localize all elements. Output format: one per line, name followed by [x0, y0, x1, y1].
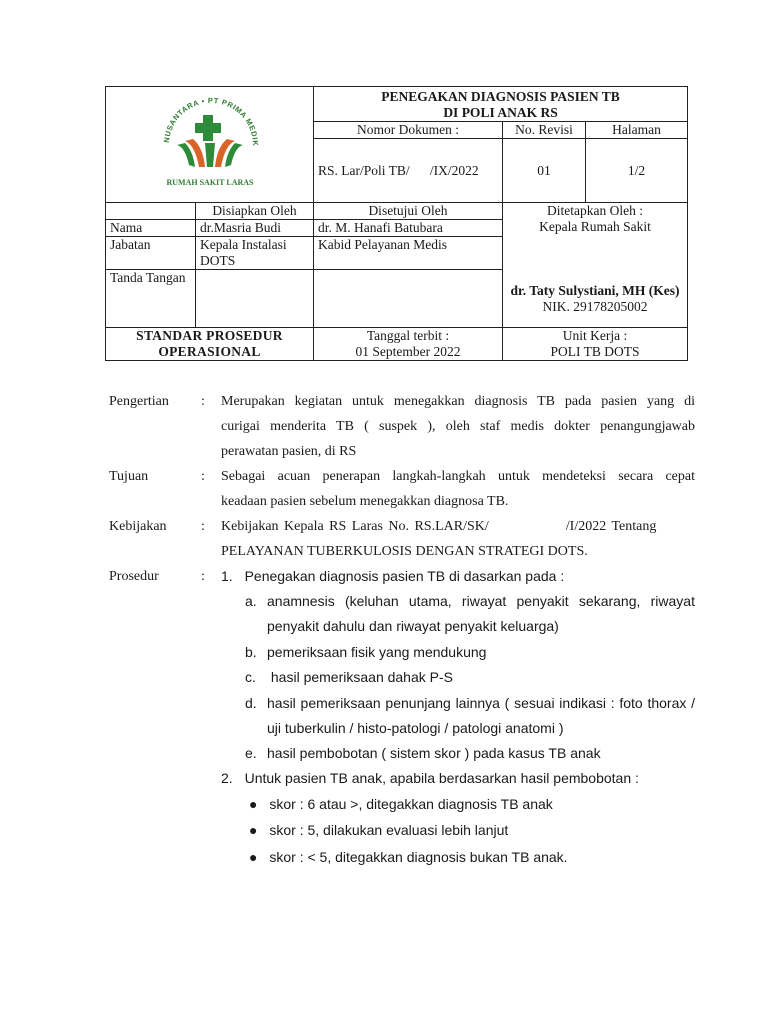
sub-item-line: penyakit dahulu dan riwayat penyakit keluarga) — [267, 618, 559, 634]
bullet-text: skor : < 5, ditegakkan diagnosis bukan TB anak. — [269, 849, 568, 865]
logo-arc-text: NUSANTARA • PT PRIMA MEDIK — [161, 95, 260, 146]
bullet-text: skor : 5, dilakukan evaluasi lebih lanjut — [269, 822, 509, 838]
sub-item-mark: b. — [245, 644, 257, 660]
section-pengertian — [109, 389, 699, 465]
bullet-dot-icon: ● — [249, 822, 258, 838]
determined-by-cell — [503, 203, 688, 328]
pengertian-label: Pengertian — [109, 394, 169, 409]
bullet-item — [249, 818, 508, 843]
step-number: 2. — [221, 770, 233, 786]
sop-label: STANDAR PROSEDUR OPERASIONAL — [106, 328, 314, 361]
section-prosedur — [109, 564, 699, 864]
sub-item-line: hasil pemeriksaan dahak P-S — [267, 669, 453, 685]
tujuan-text — [221, 464, 695, 514]
position-label: Jabatan — [106, 237, 196, 270]
kebijakan-line: PELAYANAN TUBERKULOSIS DENGAN STRATEGI DOTS. — [221, 544, 588, 559]
approved-name: dr. M. Hanafi Batubara — [314, 220, 503, 237]
determined-by-label: Ditetapkan Oleh : — [547, 203, 643, 218]
approved-signature — [314, 270, 503, 328]
bullet-text: skor : 6 atau >, ditegakkan diagnosis TB anak — [269, 796, 553, 812]
colon: : — [201, 469, 205, 484]
page-label: Halaman — [586, 122, 688, 139]
document-title — [314, 87, 688, 122]
sub-item-line: uji tuberkulin / histo-patologi / patologi anatomi ) — [267, 720, 564, 736]
sub-item-line: pemeriksaan fisik yang mendukung — [267, 644, 487, 660]
section-kebijakan — [109, 514, 699, 566]
kebijakan-line: Kebijakan Kepala RS Laras No. RS.LAR/SK/ /I/2022 Tentang — [221, 519, 657, 534]
colon: : — [201, 569, 205, 584]
prosedur-label: Prosedur — [109, 569, 159, 584]
work-unit-value: POLI TB DOTS — [550, 344, 640, 359]
revision-value: 01 — [503, 139, 586, 203]
hospital-logo-cell — [106, 87, 314, 203]
revision-label: No. Revisi — [503, 122, 586, 139]
approved-by-label: Disetujui Oleh — [314, 203, 503, 220]
page-value: 1/2 — [586, 139, 688, 203]
director-nik: NIK. 29178205002 — [542, 299, 648, 314]
doc-number-label: Nomor Dokumen : — [314, 122, 503, 139]
pengertian-line: Merupakan kegiatan untuk menegakkan diagnosis TB pada pasien yang di — [221, 394, 695, 409]
title-line-2: DI POLI ANAK RS — [443, 105, 558, 120]
step-text: Penegakan diagnosis pasien TB di dasarkan pada : — [244, 568, 565, 584]
procedure-step-2 — [221, 766, 639, 791]
sub-item-mark: e. — [245, 745, 257, 761]
pengertian-line: perawatan pasien, di RS — [221, 444, 357, 459]
approved-position: Kabid Pelayanan Medis — [314, 237, 503, 270]
sub-item-mark: c. — [245, 669, 256, 685]
kebijakan-text — [221, 514, 695, 564]
prepared-by-label: Disiapkan Oleh — [196, 203, 314, 220]
step-number: 1. — [221, 568, 233, 584]
colon: : — [201, 519, 205, 534]
work-unit-cell — [503, 328, 688, 361]
tujuan-line: keadaan pasien sebelum menegakkan diagnosa TB. — [221, 494, 509, 509]
logo-hospital-name: RUMAH SAKIT LARAS — [166, 177, 253, 187]
sub-item-mark: d. — [245, 695, 257, 711]
prepared-name: dr.Masria Budi — [196, 220, 314, 237]
kebijakan-label: Kebijakan — [109, 519, 167, 534]
prepared-signature — [196, 270, 314, 328]
tujuan-line: Sebagai acuan penerapan langkah-langkah untuk mendeteksi secara cepat — [221, 469, 695, 484]
name-label: Nama — [106, 220, 196, 237]
bullet-item — [249, 792, 553, 817]
work-unit-label: Unit Kerja : — [562, 328, 628, 343]
determined-by-role: Kepala Rumah Sakit — [539, 219, 651, 234]
pengertian-text — [221, 389, 695, 464]
issue-date-label: Tanggal terbit : — [366, 328, 450, 343]
issue-date-value: 01 September 2022 — [355, 344, 461, 359]
sub-item-line: anamnesis (keluhan utama, riwayat penyakit sekarang, riwayat — [267, 593, 695, 609]
colon: : — [201, 394, 205, 409]
step-text: Untuk pasien TB anak, apabila berdasarkan hasil pembobotan : — [244, 770, 639, 786]
signature-label: Tanda Tangan — [106, 270, 196, 328]
bullet-dot-icon: ● — [249, 796, 258, 812]
section-tujuan — [109, 464, 699, 516]
prepared-position: Kepala Instalasi DOTS — [196, 237, 314, 270]
bullet-item — [249, 845, 568, 870]
sub-item-mark: a. — [245, 593, 257, 609]
tujuan-label: Tujuan — [109, 469, 149, 484]
bullet-dot-icon: ● — [249, 849, 258, 865]
procedure-step-1 — [221, 564, 564, 589]
title-line-1: PENEGAKAN DIAGNOSIS PASIEN TB — [381, 89, 620, 104]
hospital-logo — [155, 95, 265, 191]
issue-date-cell — [314, 328, 503, 361]
pengertian-line: curigai menderita TB ( suspek ), oleh staf medis dokter penangungjawab — [221, 419, 695, 434]
sub-item-line: hasil pembobotan ( sistem skor ) pada kasus TB anak — [267, 745, 601, 761]
doc-number-value: RS. Lar/Poli TB/ /IX/2022 — [314, 139, 503, 203]
sub-item-line: hasil pemeriksaan penunjang lainnya ( sesuai indikasi : foto thorax / — [267, 695, 695, 711]
director-name: dr. Taty Sulystiani, MH (Kes) — [510, 283, 680, 298]
sop-header-table — [105, 86, 688, 361]
